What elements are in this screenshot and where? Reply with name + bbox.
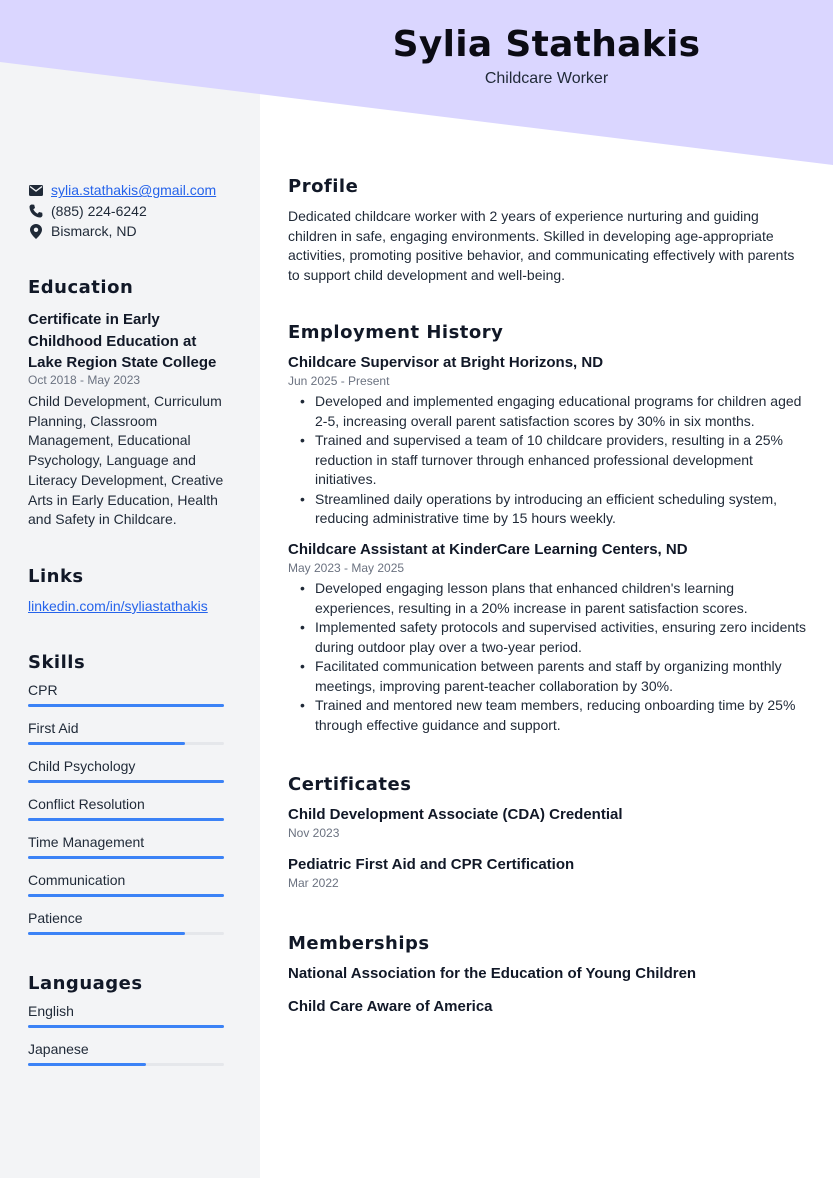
job-bullet: • Facilitated communication between parents and staff by organizing monthly meetings, improving parent-teacher collaboration by 30%. [288, 657, 808, 696]
skill-bar-fill [28, 742, 185, 745]
links-list [28, 598, 228, 614]
envelope-icon [28, 182, 44, 198]
skills-heading: Skills [28, 652, 86, 673]
skill-label: First Aid [28, 720, 79, 736]
language-label: Japanese [28, 1041, 89, 1057]
profile-summary: Dedicated childcare worker with 2 years of experience nurturing and guiding children in safe, engaging environments. Skilled in developing age-appropriate activities, promoting positive behavior, and communicating effectively with parents to support child development and well-being. [288, 208, 795, 284]
skill-bar [28, 932, 224, 935]
skill-label: Patience [28, 910, 83, 926]
language-item [28, 1001, 228, 1039]
job-bullet: • Implemented safety protocols and supervised activities, ensuring zero incidents during outdoor play over a two-year period. [288, 618, 808, 657]
language-bar [28, 1063, 224, 1066]
candidate-title: Childcare Worker [484, 70, 609, 87]
candidate-name: Sylia Stathakis [392, 24, 701, 65]
email-link[interactable]: sylia.stathakis@gmail.com [51, 182, 217, 199]
skill-item [28, 908, 228, 946]
skill-bar-fill [28, 704, 224, 707]
language-bar-fill [28, 1025, 224, 1028]
location-text: Bismarck, ND [51, 223, 137, 240]
contact-email-row [28, 180, 228, 201]
education-degree: Certificate in Early Childhood Education at Lake Region State College [28, 311, 217, 371]
contact-location-row [28, 221, 228, 242]
skill-bar-fill [28, 818, 224, 821]
certificate-date: Nov 2023 [288, 826, 340, 840]
skill-label: Communication [28, 872, 126, 888]
skill-label: Child Psychology [28, 758, 136, 774]
education-description: Child Development, Curriculum Planning, Classroom Management, Educational Psychology, Language and Literacy Development, Creative Arts in Early Education, Health and Safety in Childcare. [28, 393, 224, 528]
phone-number: (885) 224-6242 [51, 202, 147, 219]
skill-item [28, 870, 228, 908]
certificates-heading: Certificates [288, 774, 412, 795]
employment-heading: Employment History [288, 322, 504, 343]
skill-bar [28, 704, 224, 707]
job-bullet: • Developed engaging lesson plans that enhanced children's learning experiences, resulting in a 20% increase in parent satisfaction scores. [288, 579, 808, 618]
skill-label: Time Management [28, 834, 145, 850]
job-bullets [288, 579, 808, 735]
languages-heading: Languages [28, 973, 143, 994]
certificate-date: Mar 2022 [288, 876, 339, 890]
certificate-name: Pediatric First Aid and CPR Certification [288, 856, 575, 873]
language-item [28, 1039, 228, 1077]
phone-icon [28, 203, 44, 219]
location-pin-icon [28, 223, 44, 239]
certificate-entry [288, 856, 808, 890]
job-date: Jun 2025 - Present [288, 374, 390, 388]
skill-bar-fill [28, 894, 224, 897]
skill-bar [28, 818, 224, 821]
contact-info [28, 180, 228, 242]
job-bullet: • Streamlined daily operations by introducing an efficient scheduling system, reducing administrative time by 15 hours weekly. [288, 490, 808, 529]
skill-label: CPR [28, 682, 58, 698]
skill-item [28, 718, 228, 756]
skill-item [28, 794, 228, 832]
skill-bar-fill [28, 780, 224, 783]
skill-item [28, 756, 228, 794]
membership-item: Child Care Aware of America [288, 998, 493, 1015]
education-heading: Education [28, 277, 134, 298]
linkedin-link[interactable]: linkedin.com/in/syliastathakis [28, 598, 208, 614]
skills-list [28, 680, 228, 946]
skill-bar-fill [28, 856, 224, 859]
contact-phone-row [28, 201, 228, 222]
profile-heading: Profile [288, 176, 359, 197]
language-bar [28, 1025, 224, 1028]
skill-bar-fill [28, 932, 185, 935]
membership-item: National Association for the Education of Young Children [288, 965, 697, 982]
job-title: Childcare Assistant at KinderCare Learning Centers, ND [288, 541, 688, 558]
languages-list [28, 1001, 228, 1077]
job-bullet: • Trained and mentored new team members, reducing onboarding time by 25% through effective guidance and support. [288, 696, 808, 735]
language-bar-fill [28, 1063, 146, 1066]
job-entry [288, 541, 808, 735]
job-bullet: • Trained and supervised a team of 10 childcare providers, resulting in a 25% reduction in staff turnover through enhanced professional development initiatives. [288, 431, 808, 490]
job-title: Childcare Supervisor at Bright Horizons, ND [288, 354, 604, 371]
skill-bar [28, 856, 224, 859]
skill-bar [28, 742, 224, 745]
memberships-heading: Memberships [288, 933, 430, 954]
job-bullet: • Developed and implemented engaging educational programs for children aged 2-5, increasing overall parent satisfaction scores by 30% in six months. [288, 392, 808, 431]
education-date: Oct 2018 - May 2023 [28, 373, 141, 387]
job-entry [288, 354, 808, 529]
certificate-name: Child Development Associate (CDA) Credential [288, 806, 623, 823]
certificate-entry [288, 806, 808, 840]
skill-item [28, 832, 228, 870]
language-label: English [28, 1003, 74, 1019]
job-bullets [288, 392, 808, 529]
links-heading: Links [28, 566, 84, 587]
skill-label: Conflict Resolution [28, 796, 145, 812]
skill-bar [28, 894, 224, 897]
job-date: May 2023 - May 2025 [288, 561, 405, 575]
skill-bar [28, 780, 224, 783]
skill-item [28, 680, 228, 718]
